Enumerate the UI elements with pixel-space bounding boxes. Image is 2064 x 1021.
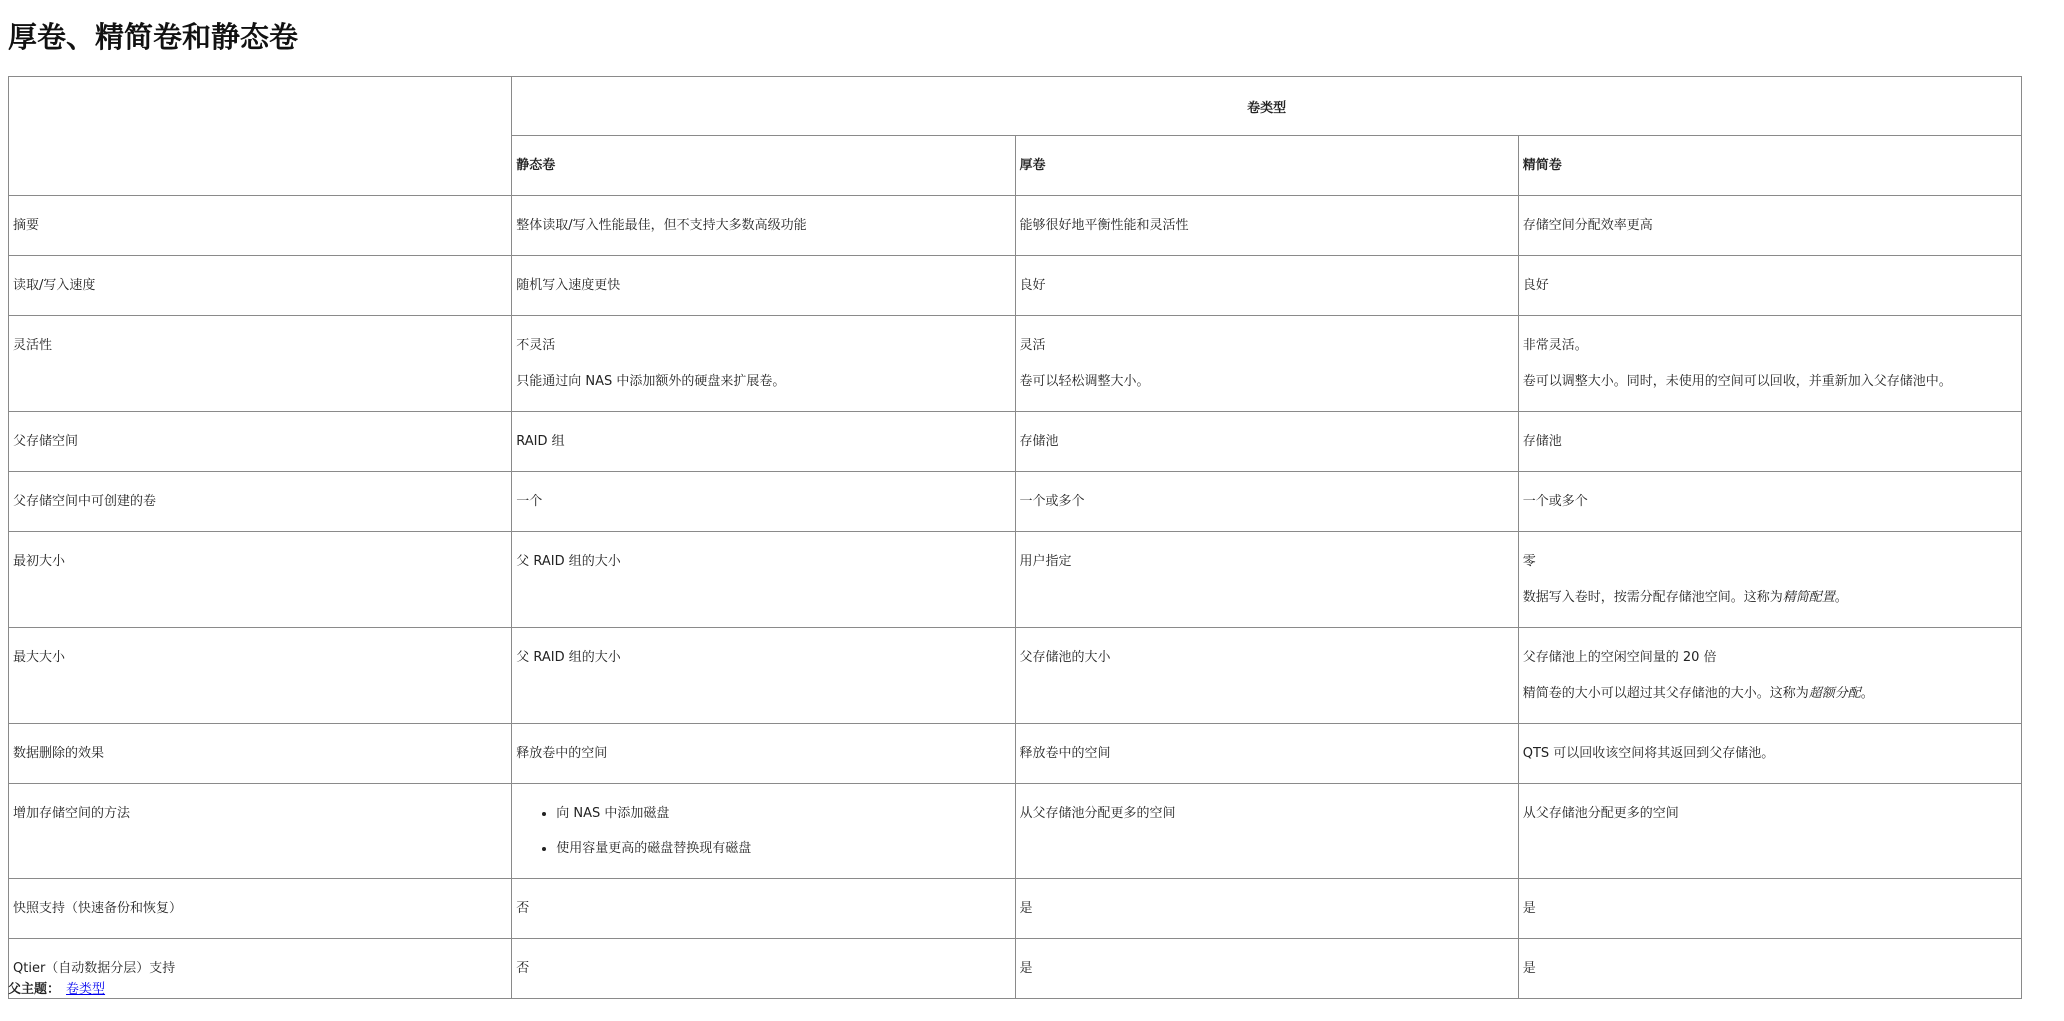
cell-thin (1518, 939, 2021, 999)
row-label (9, 532, 512, 628)
cell-thick (1015, 879, 1518, 939)
cell-static (512, 939, 1015, 999)
cell-note (1523, 685, 2017, 702)
parent-topic-link[interactable]: 卷类型 (66, 982, 106, 997)
list-item: • 使用容量更高的磁盘替换现有磁盘 (556, 840, 1010, 857)
table-row (9, 196, 2022, 256)
cell-text: 存储池 (1522, 434, 1562, 449)
table-row (9, 316, 2022, 412)
cell-text: 从父存储池分配更多的空间 (1019, 806, 1176, 821)
parent-topic-label: 父主题： (8, 982, 61, 997)
row-label-text: 最初大小 (13, 554, 66, 569)
cell-text: 释放卷中的空间 (1019, 746, 1111, 761)
cell-text: 父存储池上的空闲空间量的 20 倍 (1522, 650, 1717, 665)
row-label-text: 读取/写入速度 (13, 278, 96, 293)
table-row (9, 412, 2022, 472)
cell-text: 卷可以调整大小。同时，未使用的空间可以回收，并重新加入父存储池中。 (1522, 374, 1952, 389)
row-label-text: 父存储空间中可创建的卷 (13, 494, 157, 509)
cell-static (512, 532, 1015, 628)
cell-text: 父存储池的大小 (1019, 650, 1111, 665)
cell-thick (1015, 316, 1518, 412)
cell-text: 存储池 (1019, 434, 1059, 449)
cell-text: 一个或多个 (1522, 494, 1588, 509)
cell-thick (1015, 628, 1518, 724)
cell-thick (1015, 472, 1518, 532)
cell-thin (1518, 412, 2021, 472)
row-label-text: Qtier（自动数据分层）支持 (13, 961, 176, 976)
cell-text: 随机写入速度更快 (516, 278, 621, 293)
row-label-text: 最大大小 (13, 650, 66, 665)
parent-topic (8, 981, 105, 998)
row-label-text: 灵活性 (13, 338, 53, 353)
cell-thin (1518, 196, 2021, 256)
cell-static (512, 316, 1015, 412)
row-label (9, 412, 512, 472)
table-row (9, 472, 2022, 532)
cell-thin (1518, 316, 2021, 412)
cell-text: 是 (1522, 961, 1536, 976)
cell-static (512, 412, 1015, 472)
cell-text: 存储空间分配效率更高 (1522, 218, 1653, 233)
row-label-text: 父存储空间 (13, 434, 79, 449)
row-label (9, 879, 512, 939)
row-label-text: 快照支持（快速备份和恢复） (13, 901, 183, 916)
note-text: 数据写入卷时，按需分配存储池空间。这称为 (1522, 590, 1783, 605)
cell-text: 释放卷中的空间 (516, 746, 608, 761)
row-label-text: 数据删除的效果 (13, 746, 105, 761)
cell-static (512, 196, 1015, 256)
cell-thick (1015, 784, 1518, 879)
cell-text: 否 (516, 901, 530, 916)
cell-text: 父 RAID 组的大小 (516, 650, 621, 665)
cell-text: 良好 (1522, 278, 1549, 293)
row-label (9, 472, 512, 532)
cell-text: 良好 (1019, 278, 1046, 293)
cell-text: 能够很好地平衡性能和灵活性 (1019, 218, 1189, 233)
note-term: 超额分配 (1808, 686, 1861, 701)
cell-thin (1518, 532, 2021, 628)
cell-text: 只能通过向 NAS 中添加额外的硬盘来扩展卷。 (516, 374, 786, 389)
volume-comparison-table (8, 76, 2022, 999)
cell-text: 灵活 (1019, 338, 1046, 353)
cell-text: 一个或多个 (1019, 494, 1085, 509)
column-header-thick: 厚卷 (1015, 136, 1518, 196)
cell-text: 父 RAID 组的大小 (516, 554, 621, 569)
note-term: 精简配置 (1782, 590, 1835, 605)
column-header-static: 静态卷 (512, 136, 1015, 196)
table-row (9, 256, 2022, 316)
note-text: 精简卷的大小可以超过其父存储池的大小。这称为 (1522, 686, 1809, 701)
cell-note (1523, 589, 2017, 606)
table-header-row (9, 77, 2022, 136)
row-label (9, 316, 512, 412)
cell-thick (1015, 196, 1518, 256)
cell-thin (1518, 256, 2021, 316)
table-row (9, 879, 2022, 939)
cell-text: 不灵活 (516, 338, 556, 353)
cell-thin (1518, 628, 2021, 724)
cell-text: 否 (516, 961, 530, 976)
cell-static (512, 724, 1015, 784)
cell-static (512, 628, 1015, 724)
row-label (9, 256, 512, 316)
cell-static (512, 784, 1015, 879)
row-label (9, 628, 512, 724)
row-label-text: 增加存储空间的方法 (13, 806, 131, 821)
page-title: 厚卷、精简卷和静态卷 (8, 20, 299, 54)
cell-text: 一个 (516, 494, 543, 509)
volume-type-header: 卷类型 (512, 77, 2022, 136)
table-row (9, 724, 2022, 784)
cell-thin (1518, 472, 2021, 532)
cell-text: 从父存储池分配更多的空间 (1522, 806, 1679, 821)
note-suffix: 。 (1860, 686, 1874, 701)
table-row (9, 784, 2022, 879)
cell-text: 是 (1019, 901, 1033, 916)
method-list (516, 805, 1010, 857)
table-row (9, 628, 2022, 724)
cell-text: QTS 可以回收该空间将其返回到父存储池。 (1522, 746, 1775, 761)
cell-static (512, 256, 1015, 316)
cell-thick (1015, 412, 1518, 472)
cell-static (512, 472, 1015, 532)
cell-static (512, 879, 1015, 939)
row-label (9, 784, 512, 879)
cell-text: 整体读取/写入性能最佳，但不支持大多数高级功能 (516, 218, 807, 233)
cell-thick (1015, 256, 1518, 316)
table-row (9, 939, 2022, 999)
cell-thin (1518, 724, 2021, 784)
row-label-text: 摘要 (13, 218, 40, 233)
cell-text: 是 (1522, 901, 1536, 916)
cell-thick (1015, 939, 1518, 999)
cell-text: RAID 组 (516, 434, 565, 449)
cell-text: 是 (1019, 961, 1033, 976)
column-header-thin: 精简卷 (1518, 136, 2021, 196)
cell-text: 用户指定 (1019, 554, 1072, 569)
table-row (9, 532, 2022, 628)
cell-text: 非常灵活。 (1522, 338, 1588, 353)
row-label (9, 724, 512, 784)
row-label (9, 196, 512, 256)
cell-thick (1015, 532, 1518, 628)
cell-thick (1015, 724, 1518, 784)
empty-header-cell (9, 77, 512, 196)
cell-thin (1518, 784, 2021, 879)
cell-text: 零 (1522, 554, 1536, 569)
list-item: • 向 NAS 中添加磁盘 (556, 805, 1010, 822)
cell-text: 卷可以轻松调整大小。 (1019, 374, 1150, 389)
cell-thin (1518, 879, 2021, 939)
note-suffix: 。 (1834, 590, 1848, 605)
